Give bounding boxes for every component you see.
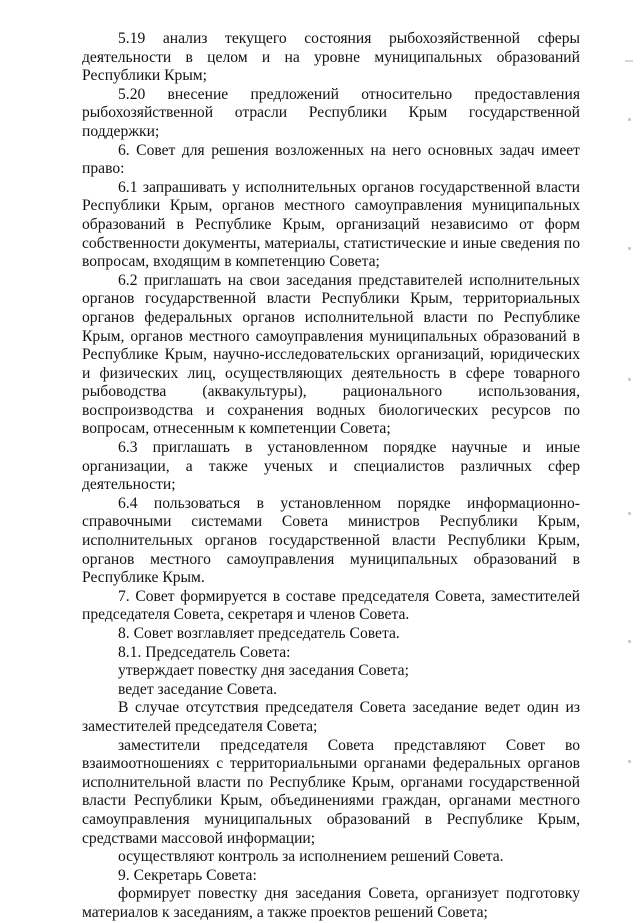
paragraph-6-1: 6.1 запрашивать у исполнительных органов государственной власти Республики Крым, органов местного самоуправления муниципальных образований в Республике Крым, организаций независимо от форм собственности документы, материалы, статистические и иные сведения по вопросам, входящим в компетенцию Совета;: [82, 178, 581, 271]
scan-edge-speck: [628, 760, 631, 763]
paragraph-5-19: 5.19 анализ текущего состояния рыбохозяйственной сферы деятельности в целом и на уровне муниципальных образований Республики Крым;: [82, 30, 580, 85]
paragraph-5-20: 5.20 внесение предложений относительно предоставления рыбохозяйственной отрасли Республики Крым государственной поддержки;: [82, 85, 580, 140]
paragraph-deputies-represent: заместители председателя Совета представляют Совет во взаимоотношениях с территориальными органами федеральных органов исполнительной власти по Республике Крым, органами государственной власти Республики Крым, объединениями граждан, органами местного самоуправления муниципальных образований в Республике Крым, средствами массовой информации;: [82, 736, 580, 847]
paragraph-chair-duty-meeting: ведет заседание Совета.: [118, 680, 278, 698]
paragraph-9: 9. Секретарь Совета:: [118, 866, 257, 884]
paragraph-6: 6. Совет для решения возложенных на него основных задач имеет право:: [82, 141, 580, 178]
paragraph-chair-absence: В случае отсутствия председателя Совета заседание ведет один из заместителей председателя Совета;: [82, 699, 580, 735]
scan-edge-mark: [625, 60, 633, 62]
paragraph-7: 7. Совет формируется в составе председателя Совета, заместителей председателя Совета, секретаря и членов Совета.: [82, 587, 580, 624]
document-body: [82, 30, 580, 923]
scan-edge-speck: [628, 378, 631, 381]
paragraph-8: 8. Совет возглавляет председатель Совета.: [118, 625, 400, 642]
paragraph-chair-duty-agenda: утверждает повестку дня заседания Совета;: [118, 662, 409, 680]
paragraph-6-3: 6.3 приглашать в установленном порядке научные и иные организации, а также ученых и специалистов различных сфер деятельности;: [82, 439, 580, 494]
scan-edge-speck: [628, 247, 631, 250]
paragraph-6-2: 6.2 приглашать на свои заседания представителей исполнительных органов государственной власти Республики Крым, территориальных органов федеральных органов исполнительной власти по Республике Крым, органов местного самоуправления муниципальных образований в Республике Крым, научно-исследовательских организаций, юридических и физических лиц, осуществляющих деятельность в сфере товарного рыбоводства (аквакультуры), рационального использования, воспроизводства и сохранения водных биологических ресурсов по вопросам, отнесенным к компетенции Совета;: [82, 271, 580, 438]
paragraph-secretary-duty: формирует повестку дня заседания Совета, организует подготовку материалов к заседаниям, а также проектов решений Совета;: [82, 885, 580, 921]
scan-edge-speck: [628, 118, 631, 121]
scan-edge-speck: [628, 640, 631, 643]
paragraph-deputies-control: осуществляют контроль за исполнением решений Совета.: [118, 848, 504, 866]
paragraph-8-1: 8.1. Председатель Совета:: [118, 643, 291, 661]
scan-edge-speck: [628, 512, 631, 515]
paragraph-6-4: 6.4 пользоваться в установленном порядке информационно-справочными системами Совета министров Республики Крым, исполнительных органов государственной власти Республики Крым, органов местного самоуправления муниципальных образований в Республике Крым.: [82, 494, 580, 587]
